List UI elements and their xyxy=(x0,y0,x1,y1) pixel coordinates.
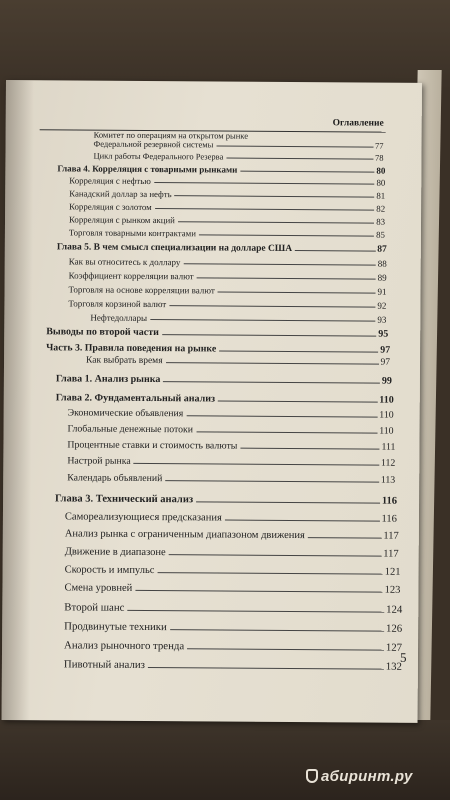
toc-entry-page: 80 xyxy=(376,177,386,188)
toc-entry xyxy=(64,620,402,634)
toc-entry xyxy=(69,188,385,200)
toc-entry xyxy=(64,658,402,672)
toc-entry-page: 127 xyxy=(385,641,403,654)
toc-entry-title: Анализ рынка с ограниченным диапазоном движения xyxy=(64,528,305,542)
toc-section xyxy=(46,326,388,339)
toc-entry xyxy=(68,407,394,420)
toc-entry xyxy=(94,139,384,151)
toc-entry-page: 89 xyxy=(377,272,387,283)
toc-entry xyxy=(68,423,394,436)
toc-entry-page: 95 xyxy=(378,328,389,340)
toc-entry-title: Процентные ставки и стоимость валюты xyxy=(67,439,238,452)
toc-entry-page: 91 xyxy=(377,286,387,297)
toc-chapter xyxy=(55,493,397,506)
toc-entry-title: Коэффициент корреляции валют xyxy=(68,270,194,282)
toc-entry-title: Как выбрать время xyxy=(86,355,163,367)
toc-entry-page: 113 xyxy=(380,474,396,486)
toc-entry-page: 97 xyxy=(380,357,391,368)
toc-entry-page: 82 xyxy=(376,203,386,214)
background-bottom xyxy=(0,720,450,800)
toc-entry-page: 83 xyxy=(376,216,386,227)
toc-entry-page: 77 xyxy=(375,140,384,151)
toc-entry xyxy=(68,298,386,310)
toc-entry xyxy=(69,201,385,213)
toc-entry-page: 78 xyxy=(374,152,384,163)
toc-entry-page: 112 xyxy=(380,457,396,469)
toc-entry xyxy=(69,284,387,296)
toc-entry xyxy=(67,439,395,452)
toc-entry-page: 80 xyxy=(376,165,386,176)
toc-entry-title: Календарь объявлений xyxy=(67,472,163,485)
toc-entry xyxy=(69,214,385,226)
toc-chapter xyxy=(56,373,392,386)
toc-entry xyxy=(90,313,386,325)
toc-entry-title: Глава 5. В чем смысл специализации на долларе США xyxy=(56,242,293,255)
toc-entry-title: Глава 4. Корреляция с товарными рынками xyxy=(57,163,238,175)
toc-entry-title: Часть 3. Правила поведения на рынке xyxy=(46,342,217,355)
toc-entry-title: Настрой рынка xyxy=(67,455,131,467)
toc-entry xyxy=(67,472,395,485)
toc-entry-page: 117 xyxy=(383,530,399,542)
toc-part xyxy=(46,342,390,355)
toc-entry-title: Глава 2. Фундаментальный анализ xyxy=(55,392,216,405)
toc-entry-page: 81 xyxy=(376,190,386,201)
toc-entry-page: 110 xyxy=(379,425,394,437)
toc-entry xyxy=(69,256,387,268)
toc-entry-page: 116 xyxy=(381,495,398,507)
watermark-text: абиринт.ру xyxy=(321,768,413,785)
toc-entry-title: Торговля товарными контрактами xyxy=(68,227,196,239)
toc-entry-page: 132 xyxy=(385,660,402,673)
toc-entry-title: Как вы относитесь к доллару xyxy=(68,256,181,268)
toc-entry xyxy=(65,511,397,524)
toc-entry-page: 97 xyxy=(380,344,391,356)
toc-entry xyxy=(93,151,383,163)
toc-entry-page: 116 xyxy=(381,513,397,525)
toc-entry-title: Экономические объявления xyxy=(67,407,184,420)
toc-entry-page: 124 xyxy=(386,603,403,616)
background-top xyxy=(0,0,450,90)
toc-entry-title: Самореализующиеся предсказания xyxy=(64,511,222,524)
toc-entry-page: 111 xyxy=(381,441,396,453)
toc-entry-title: Нефтедоллары xyxy=(90,312,148,323)
toc-entry-title: Скорость и импульс xyxy=(64,564,155,577)
toc-entry-title: Продвинутые техники xyxy=(64,620,167,634)
toc-entry-page: 121 xyxy=(384,566,401,578)
toc-entry xyxy=(65,528,399,541)
toc-entry-page: 93 xyxy=(377,314,387,325)
toc-entry-title: Движение в диапазоне xyxy=(64,546,166,559)
toc-entry-title: Торговля на основе корреляции валют xyxy=(68,284,215,296)
toc-entry-page: 88 xyxy=(377,258,387,269)
toc-entry-page: 92 xyxy=(377,300,387,311)
toc-entry xyxy=(69,175,385,187)
toc-entry xyxy=(64,601,402,615)
toc-entry xyxy=(65,564,401,577)
labyrinth-logo-icon xyxy=(306,769,318,783)
toc-entry-title: Смена уровней xyxy=(64,582,133,594)
toc-entry xyxy=(86,356,390,368)
toc-entry-page: 123 xyxy=(384,584,401,596)
toc-entry-title: Глава 3. Технический анализ xyxy=(55,493,194,506)
toc-entry-title: Комитет по операциям на открытом рынке xyxy=(93,129,249,141)
toc-entry-title: Глава 1. Анализ рынка xyxy=(55,373,161,386)
toc-entry xyxy=(69,270,387,282)
toc-entry xyxy=(65,546,399,559)
watermark xyxy=(306,768,413,785)
toc-entry xyxy=(64,639,402,653)
toc-entry xyxy=(64,582,400,595)
toc-entry-title: Канадский доллар за нефть xyxy=(69,188,172,200)
toc-entry-title: Федеральной резервной системы xyxy=(93,138,214,150)
table-of-contents xyxy=(2,80,422,723)
toc-entry-title: Корреляция с золотом xyxy=(69,201,152,213)
toc-entry-page: 87 xyxy=(377,244,387,255)
toc-entry-title: Цикл работы Федерального Резерва xyxy=(93,150,224,162)
book-page xyxy=(2,80,422,723)
toc-entry-page: 99 xyxy=(381,375,392,387)
toc-entry-title: Выводы по второй части xyxy=(46,326,159,339)
toc-entry-title: Корреляция с рынком акций xyxy=(68,214,175,226)
toc-entry-title: Корреляция с нефтью xyxy=(69,175,151,187)
toc-entry-page: 110 xyxy=(379,409,394,421)
toc-chapter xyxy=(56,392,394,405)
header-title: Оглавление xyxy=(332,118,384,129)
toc-entry-page: 126 xyxy=(385,622,403,635)
toc-entry-page: 117 xyxy=(383,548,399,560)
toc-entry-page: 85 xyxy=(376,229,385,240)
page-number: 5 xyxy=(399,649,407,665)
toc-chapter xyxy=(57,242,387,254)
toc-entry-title: Анализ рыночного тренда xyxy=(64,639,185,653)
toc-entry-title: Второй шанс xyxy=(64,601,125,614)
toc-chapter xyxy=(57,163,385,175)
toc-entry-title: Глобальные денежные потоки xyxy=(67,423,194,436)
toc-entry-title: Пивотный анализ xyxy=(63,658,145,671)
toc-entry-title: Торговля корзиной валют xyxy=(68,298,167,310)
toc-entry-page: 110 xyxy=(379,394,394,406)
toc-entry xyxy=(69,227,385,239)
toc-entry xyxy=(67,455,395,468)
